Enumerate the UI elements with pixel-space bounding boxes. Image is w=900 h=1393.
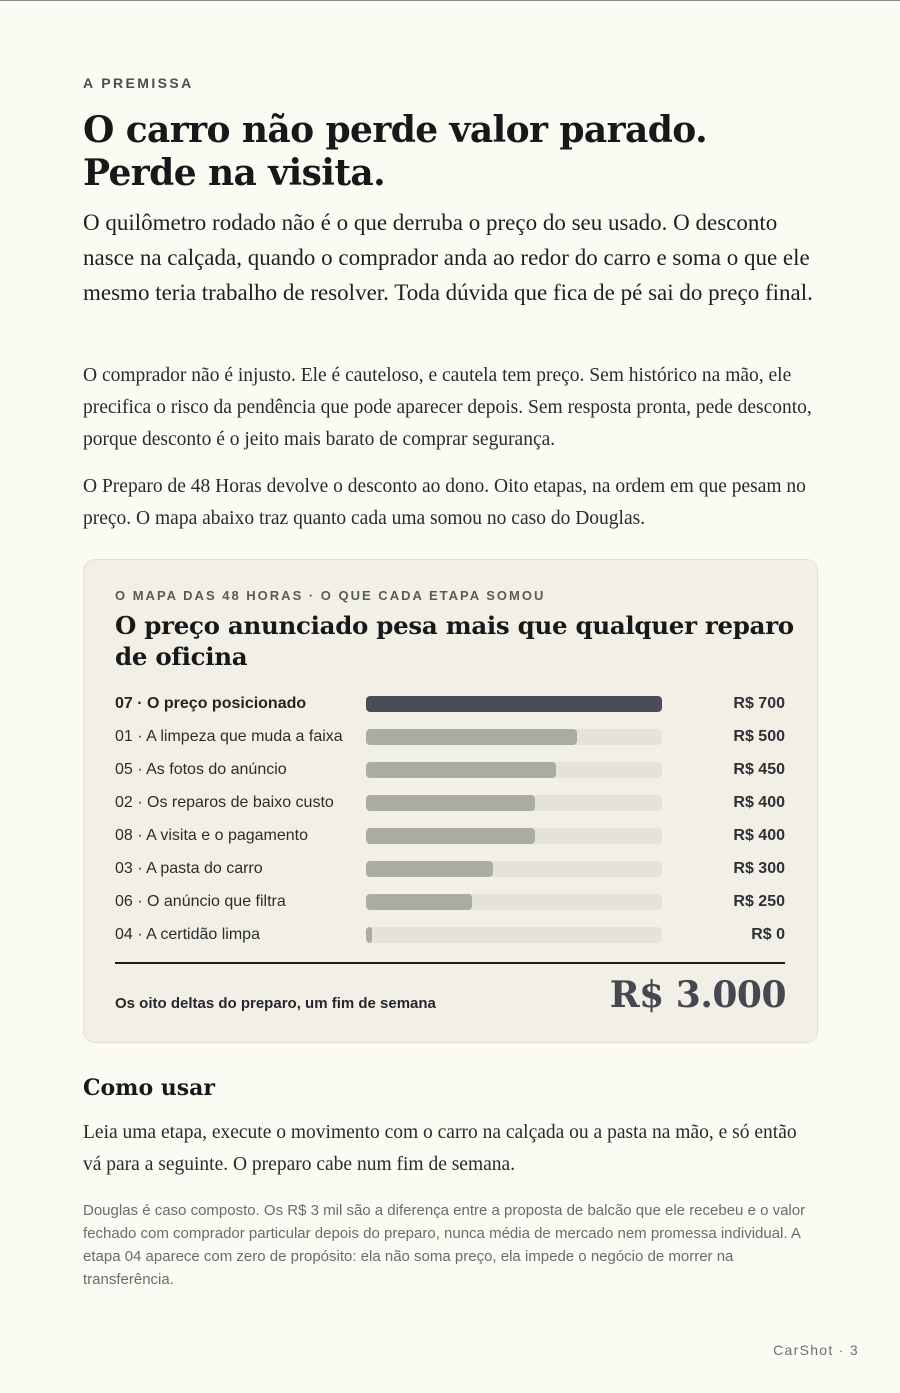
bar-track [366, 795, 662, 811]
bar-label: 01 · A limpeza que muda a faixa [115, 728, 343, 745]
card-title: O preço anunciado pesa mais que qualquer reparo de oficina [115, 611, 794, 671]
bar-value-label: R$ 400 [733, 827, 785, 844]
body-paragraph-2: O Preparo de 48 Horas devolve o desconto ao dono. Oito etapas, na ordem em que pesam no preço. O mapa abaixo traz quanto cada uma somou no caso do Douglas. [83, 476, 806, 529]
bar-track [366, 729, 662, 745]
bar-value-label: R$ 450 [733, 761, 785, 778]
bar-label: 02 · Os reparos de baixo custo [115, 794, 334, 811]
bar-row [115, 721, 785, 754]
bar-row [115, 919, 785, 952]
bar-fill [366, 795, 535, 811]
total-label: Os oito deltas do preparo, um fim de semana [115, 995, 436, 1012]
bar-track [366, 927, 662, 943]
bar-value-label: R$ 500 [733, 728, 785, 745]
map-card [83, 559, 818, 1043]
bar-row [115, 820, 785, 853]
bar-track [366, 762, 662, 778]
bar-track [366, 696, 662, 712]
bar-row [115, 787, 785, 820]
bar-row [115, 853, 785, 886]
bar-row [115, 688, 785, 721]
page-footer: CarShot · 3 [773, 1342, 859, 1358]
total-value: R$ 3.000 [609, 974, 786, 1016]
bar-fill [366, 729, 577, 745]
bar-row [115, 754, 785, 787]
bar-track [366, 894, 662, 910]
bar-fill [366, 828, 535, 844]
total-divider [115, 962, 785, 964]
bar-track [366, 861, 662, 877]
bar-label: 05 · As fotos do anúncio [115, 761, 287, 778]
bar-label: 07 · O preço posicionado [115, 695, 307, 712]
bar-label: 03 · A pasta do carro [115, 860, 263, 877]
usage-paragraph: Leia uma etapa, execute o movimento com o carro na calçada ou a pasta na mão, e só então vá para a seguinte. O preparo cabe num fim de semana. [83, 1122, 797, 1175]
bar-label: 06 · O anúncio que filtra [115, 893, 286, 910]
section-eyebrow: A PREMISSA [83, 75, 194, 91]
bar-value-label: R$ 700 [733, 695, 785, 712]
bar-fill [366, 696, 662, 712]
bar-chart [115, 688, 785, 952]
case-note: Douglas é caso composto. Os R$ 3 mil são a diferença entre a proposta de balcão que ele recebeu e o valor fechado com comprador particular depois do preparo, nunca média de mercado nem promessa individual. A etapa 04 aparece com zero de propósito: ela não soma preço, ela impede o negócio de morrer na transferência. [83, 1202, 806, 1288]
usage-title: Como usar [83, 1075, 216, 1101]
bar-value-label: R$ 250 [733, 893, 785, 910]
bar-label: 04 · A certidão limpa [115, 926, 260, 943]
page-title: O carro não perde valor parado. Perde na visita. [83, 109, 708, 194]
bar-fill [366, 861, 493, 877]
bar-fill [366, 894, 472, 910]
lead-paragraph: O quilômetro rodado não é o que derruba o preço do seu usado. O desconto nasce na calçada, quando o comprador anda ao redor do carro e soma o que ele mesmo teria trabalho de resolver. Toda dúvida que fica de pé sai do preço final. [83, 210, 813, 305]
bar-row [115, 886, 785, 919]
bar-fill [366, 762, 556, 778]
bar-fill [366, 927, 372, 943]
bar-value-label: R$ 300 [733, 860, 785, 877]
card-eyebrow: O MAPA DAS 48 HORAS · O QUE CADA ETAPA SOMOU [115, 588, 546, 603]
bar-label: 08 · A visita e o pagamento [115, 827, 309, 844]
bar-track [366, 828, 662, 844]
body-paragraph-1: O comprador não é injusto. Ele é cauteloso, e cautela tem preço. Sem histórico na mão, ele precifica o risco da pendência que pode aparecer depois. Sem resposta pronta, pede desconto, porque desconto é o jeito mais barato de comprar segurança. [83, 365, 812, 450]
bar-value-label: R$ 400 [733, 794, 785, 811]
bar-value-label: R$ 0 [751, 926, 785, 943]
